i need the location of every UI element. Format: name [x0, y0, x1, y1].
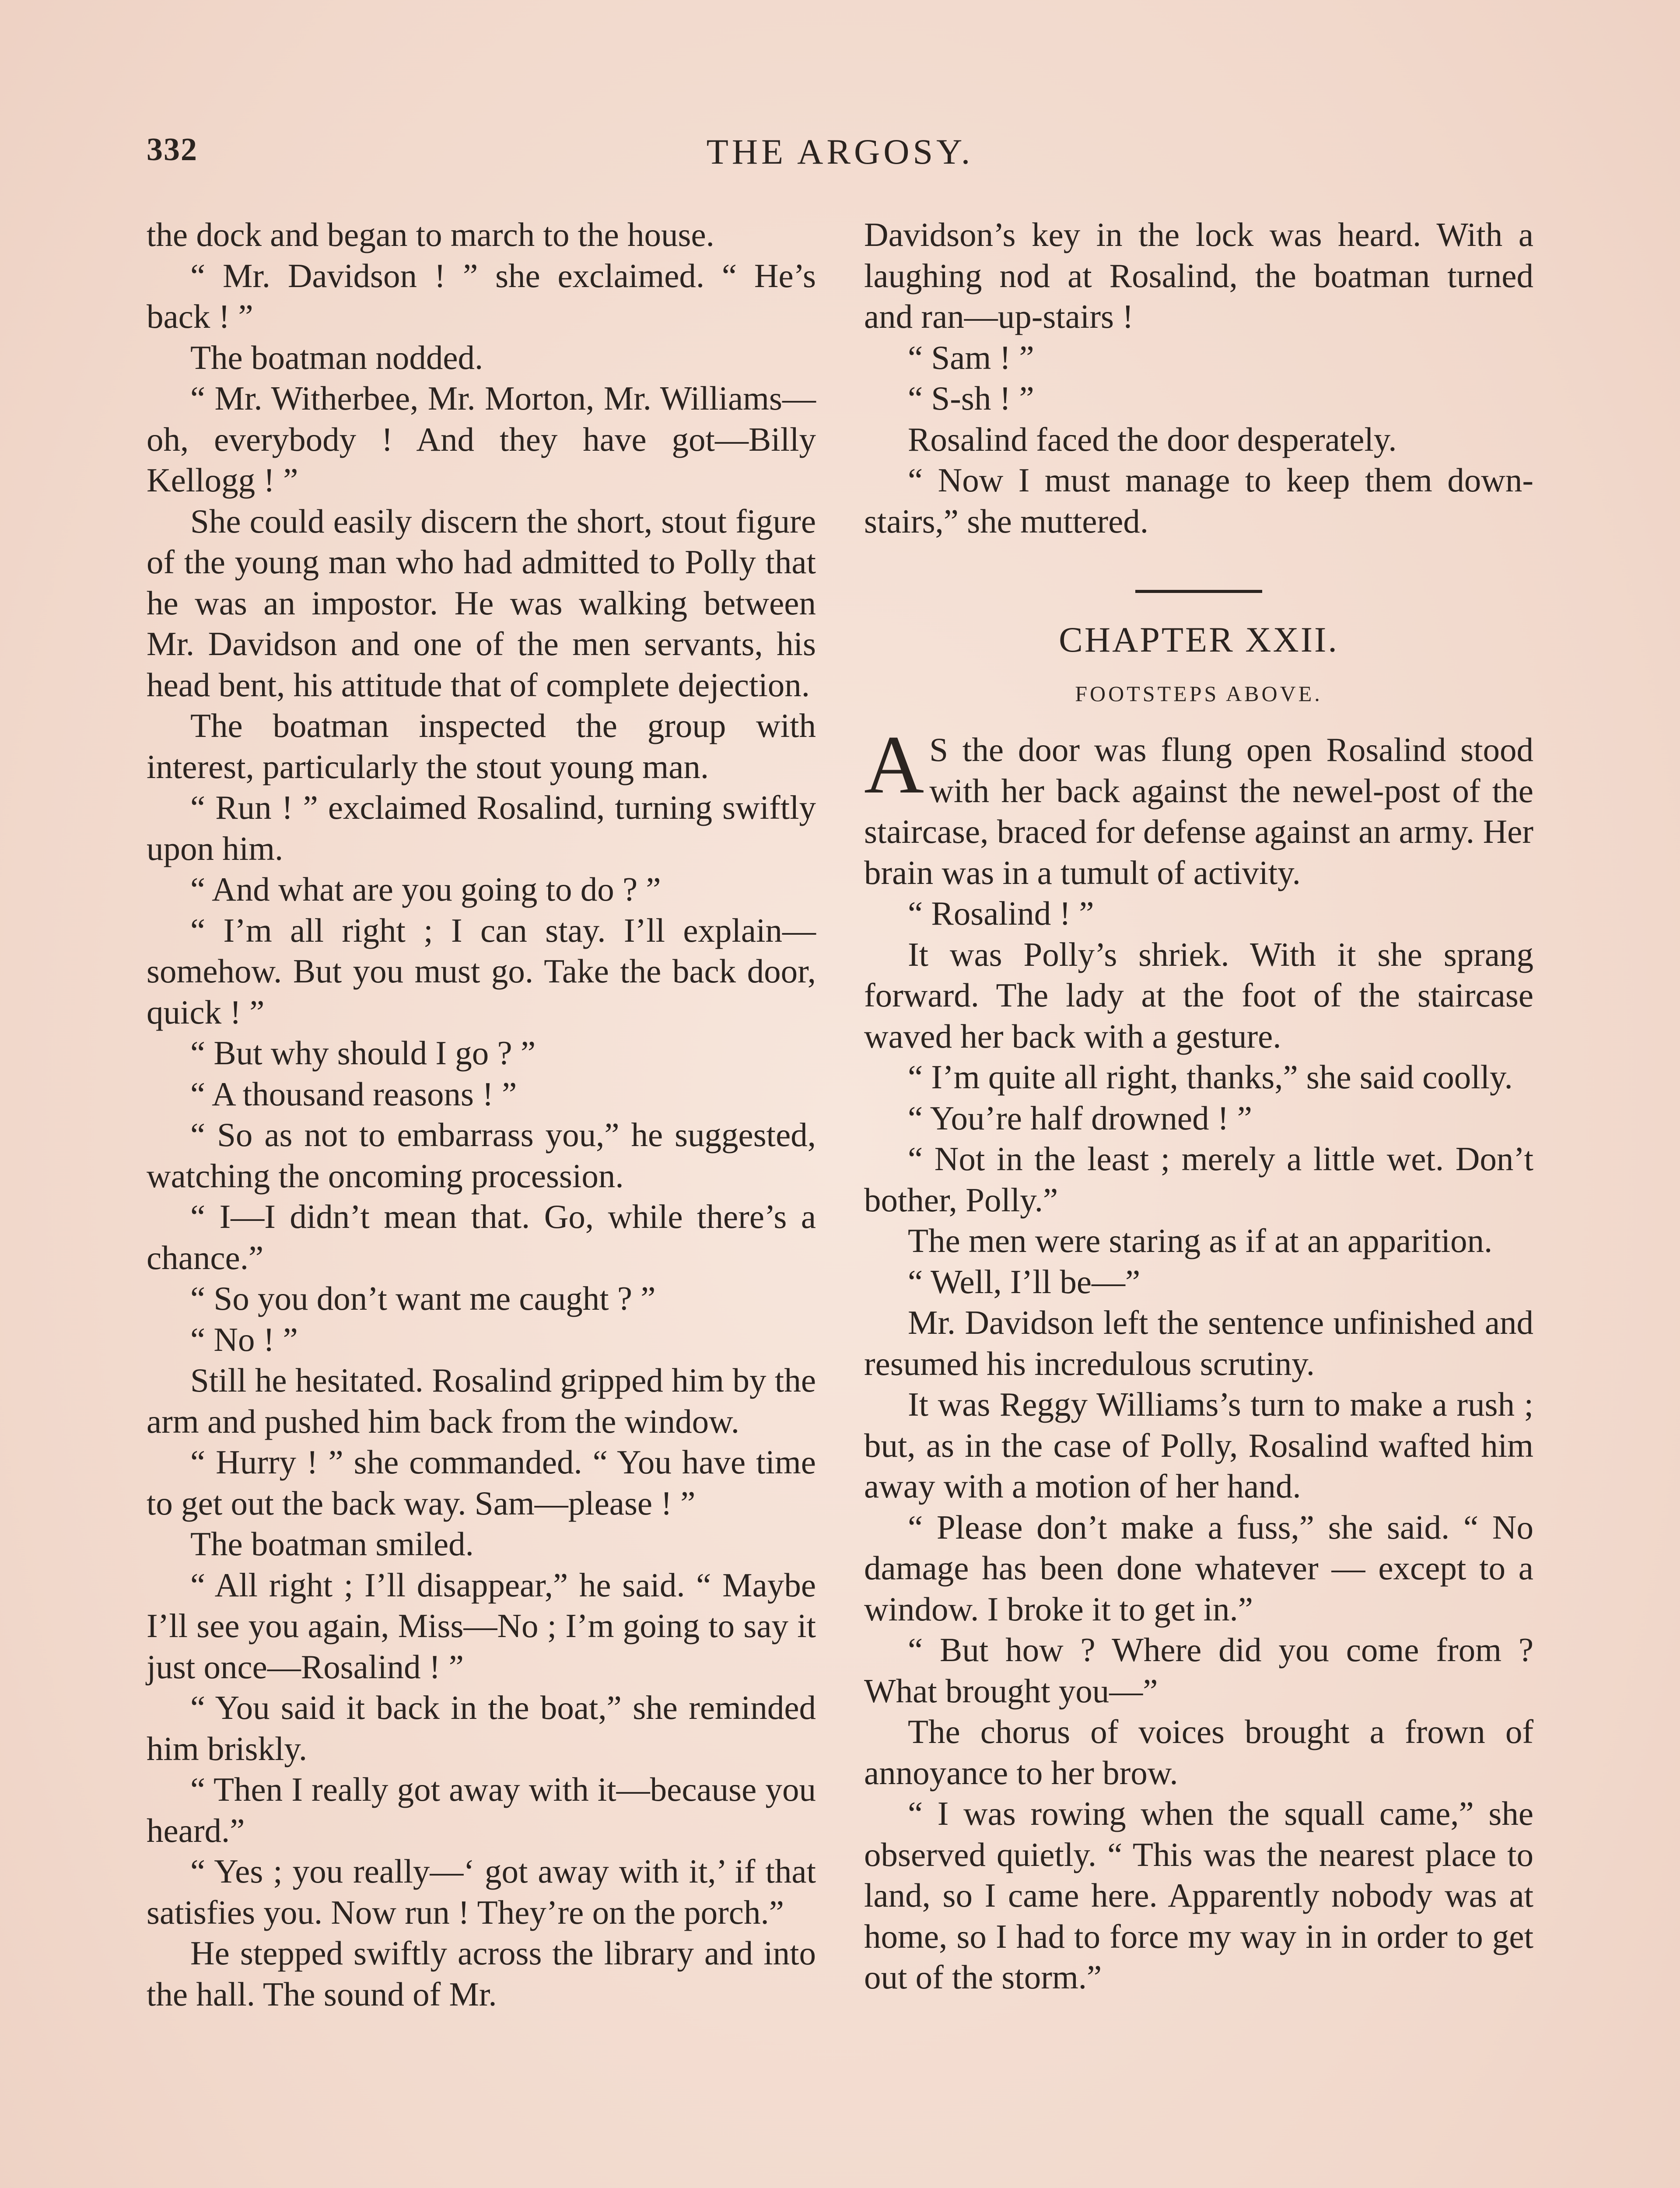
- chapter-opening-paragraph: [864, 719, 1533, 893]
- paragraph: “ No ! ”: [190, 1320, 298, 1358]
- paragraph: “ And what are you going to do ? ”: [190, 870, 661, 908]
- paragraph: “ I’m all right ; I can stay. I’ll explain—somehow. But you must go. Take the back door, quick ! ”: [147, 911, 816, 1031]
- right-column-bottom-text: [864, 893, 1533, 1998]
- paragraph: “ Please don’t make a fuss,” she said. “ No damage has been done whatever — except to a window. I broke it to get in.”: [864, 1508, 1533, 1628]
- paragraph: Mr. Davidson left the sentence unfinished and resumed his incredulous scrutiny.: [864, 1304, 1533, 1382]
- right-column-top-text: [864, 214, 1533, 542]
- paragraph: “ But how ? Where did you come from ? What brought you—”: [864, 1631, 1533, 1710]
- paragraph: “ But why should I go ? ”: [190, 1034, 536, 1072]
- paragraph: Davidson’s key in the lock was heard. With a laughing nod at Rosalind, the boatman turned and ran—up-stairs !: [864, 216, 1533, 335]
- paragraph: “ All right ; I’ll disappear,” he said. “ Maybe I’ll see you again, Miss—No ; I’m going to say it just once—Rosalind ! ”: [147, 1566, 816, 1686]
- paragraph: “ Now I must manage to keep them down-stairs,” she muttered.: [864, 461, 1533, 540]
- running-title: THE ARGOSY.: [706, 132, 974, 172]
- paragraph: “ Run ! ” exclaimed Rosalind, turning swiftly upon him.: [147, 789, 816, 867]
- paragraph: “ Well, I’ll be—”: [908, 1262, 1141, 1301]
- paragraph: It was Reggy Williams’s turn to make a rush ; but, as in the case of Polly, Rosalind wafted him away with a motion of her hand.: [864, 1385, 1533, 1505]
- paragraph: “ Mr. Davidson ! ” she exclaimed. “ He’s back ! ”: [147, 256, 816, 335]
- paragraph: “ Yes ; you really—‘ got away with it,’ if that satisfies you. Now run ! They’re on the porch.”: [147, 1852, 816, 1931]
- paragraph: “ Mr. Witherbee, Mr. Morton, Mr. Williams—oh, everybody ! And they have got—Billy Kellogg ! ”: [147, 379, 816, 499]
- drop-cap: A: [864, 719, 924, 811]
- paragraph: “ I’m quite all right, thanks,” she said coolly.: [908, 1058, 1513, 1096]
- chapter-divider-rule: [1135, 590, 1262, 593]
- paragraph: “ Sam ! ”: [908, 338, 1034, 376]
- paragraph: Rosalind faced the door desperately.: [908, 420, 1397, 458]
- paragraph: The chorus of voices brought a frown of annoyance to her brow.: [864, 1713, 1533, 1792]
- paragraph: “ I was rowing when the squall came,” she observed quietly. “ This was the nearest place to land, so I came here. Apparently nobody was at home, so I had to force my way in in order to get out of the storm.”: [864, 1795, 1533, 1996]
- page-number: 332: [147, 132, 198, 168]
- chapter-subtitle: FOOTSTEPS ABOVE.: [1075, 681, 1323, 706]
- chapter-title: CHAPTER XXII.: [1059, 620, 1339, 659]
- paragraph: “ A thousand reasons ! ”: [190, 1075, 517, 1113]
- paragraph: She could easily discern the short, stout figure of the young man who had admitted to Polly that he was an impostor. He was walking between Mr. Davidson and one of the men servants, his head bent, his attitude that of complete dejection.: [147, 502, 816, 704]
- paragraph: The men were staring as if at an apparition.: [908, 1222, 1493, 1259]
- paragraph: “ Not in the least ; merely a little wet. Don’t bother, Polly.”: [864, 1140, 1533, 1219]
- paragraph: The boatman smiled.: [190, 1525, 474, 1563]
- page-header: [0, 131, 1680, 179]
- chapter-opening-text: S the door was flung open Rosalind stood with her back against the newel-post of the staircase, braced for defense against an army. Her brain was in a tumult of activity.: [864, 731, 1533, 891]
- paragraph: “ Then I really got away with it—because you heard.”: [147, 1771, 816, 1849]
- paragraph: “ Rosalind ! ”: [908, 894, 1094, 932]
- paragraph: “ You said it back in the boat,” she reminded him briskly.: [147, 1689, 816, 1767]
- paragraph: “ You’re half drowned ! ”: [908, 1099, 1252, 1137]
- paragraph: “ S-sh ! ”: [908, 379, 1034, 417]
- paragraph: “ I—I didn’t mean that. Go, while there’s a chance.”: [147, 1198, 816, 1276]
- paragraph: It was Polly’s shriek. With it she sprang forward. The lady at the foot of the staircase waved her back with a gesture.: [864, 935, 1533, 1055]
- paragraph: The boatman nodded.: [190, 338, 483, 376]
- paragraph: Still he hesitated. Rosalind gripped him by the arm and pushed him back from the window.: [147, 1361, 816, 1440]
- paragraph: the dock and began to march to the house.: [147, 216, 714, 253]
- paragraph: The boatman inspected the group with interest, particularly the stout young man.: [147, 707, 816, 785]
- paragraph: “ Hurry ! ” she commanded. “ You have time to get out the back way. Sam—please ! ”: [147, 1443, 816, 1522]
- right-column: [864, 214, 1533, 1998]
- paragraph: “ So as not to embarrass you,” he suggested, watching the oncoming procession.: [147, 1116, 816, 1195]
- paragraph: “ So you don’t want me caught ? ”: [190, 1280, 656, 1317]
- left-column: [147, 214, 816, 2015]
- paragraph: He stepped swiftly across the library and into the hall. The sound of Mr.: [147, 1934, 816, 2013]
